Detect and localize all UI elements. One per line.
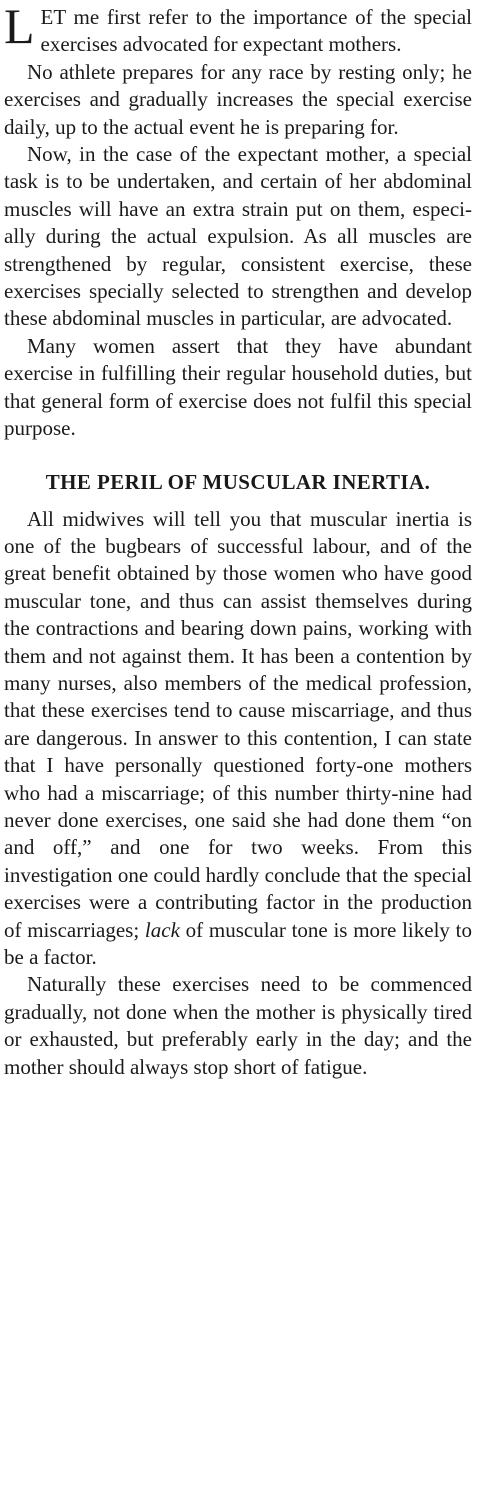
intro-text: ET me first refer to the importance of the special exercises advocated for expectant mothers. (40, 5, 472, 57)
midwives-paragraph (4, 506, 472, 972)
article-page (4, 0, 472, 1081)
expectant-mother-paragraph: Now, in the case of the expectant mother, a special task is to be undertaken, and certain of her abdominal muscles will have an extra strain put on them, especially during the actual expulsion. As all muscles are strengthened by regular, consistent exercise, these exercises specially selected to strengthen and develop these abdominal muscles in particular, are advocated. (4, 142, 472, 331)
emphasis-lack: lack (144, 917, 180, 942)
midwives-text-after: of muscular tone is more likely to be a factor. (4, 917, 472, 969)
athlete-paragraph: No athlete prepares for any race by resting only; he exercises and gradually increases the special exercise daily, up to the actual event he is preparing for. (4, 59, 472, 139)
section-heading: THE PERIL OF MUSCULAR INERTIA. (45, 469, 431, 494)
intro-paragraph (4, 0, 472, 59)
household-duties-paragraph: Many women assert that they have abundant exercise in fulfilling their regular household duties, but that general form of exercise does not fulfil this special purpose. (4, 333, 472, 441)
drop-cap: L (4, 0, 35, 54)
midwives-text-before: All midwives will tell you that muscular inertia is one of the bugbears of successful labour, and of the great benefit obtained by those women who have good muscular tone, and thus can assist themselves during the contractions and bearing down pains, working with them and not against them. It has been a contention by many nurses, also members of the medical profession, that these exercises tend to cause miscarriage, and thus are dangerous. In answer to this contention, I can state that I have personally questioned forty-one mothers who had a miscarriage; of this number thirty-nine had never done exercises, one said she had done them “on and off,” and one for two weeks. From this investigation one could hardly conclude that the special exercises were a contributing factor in the production of miscarriages; (4, 506, 472, 942)
gradual-exercise-paragraph: Naturally these exercises need to be commenced gradually, not done when the mother is physically tired or exhausted, but preferably early in the day; and the mother should always stop short of fatigue. (4, 972, 472, 1079)
